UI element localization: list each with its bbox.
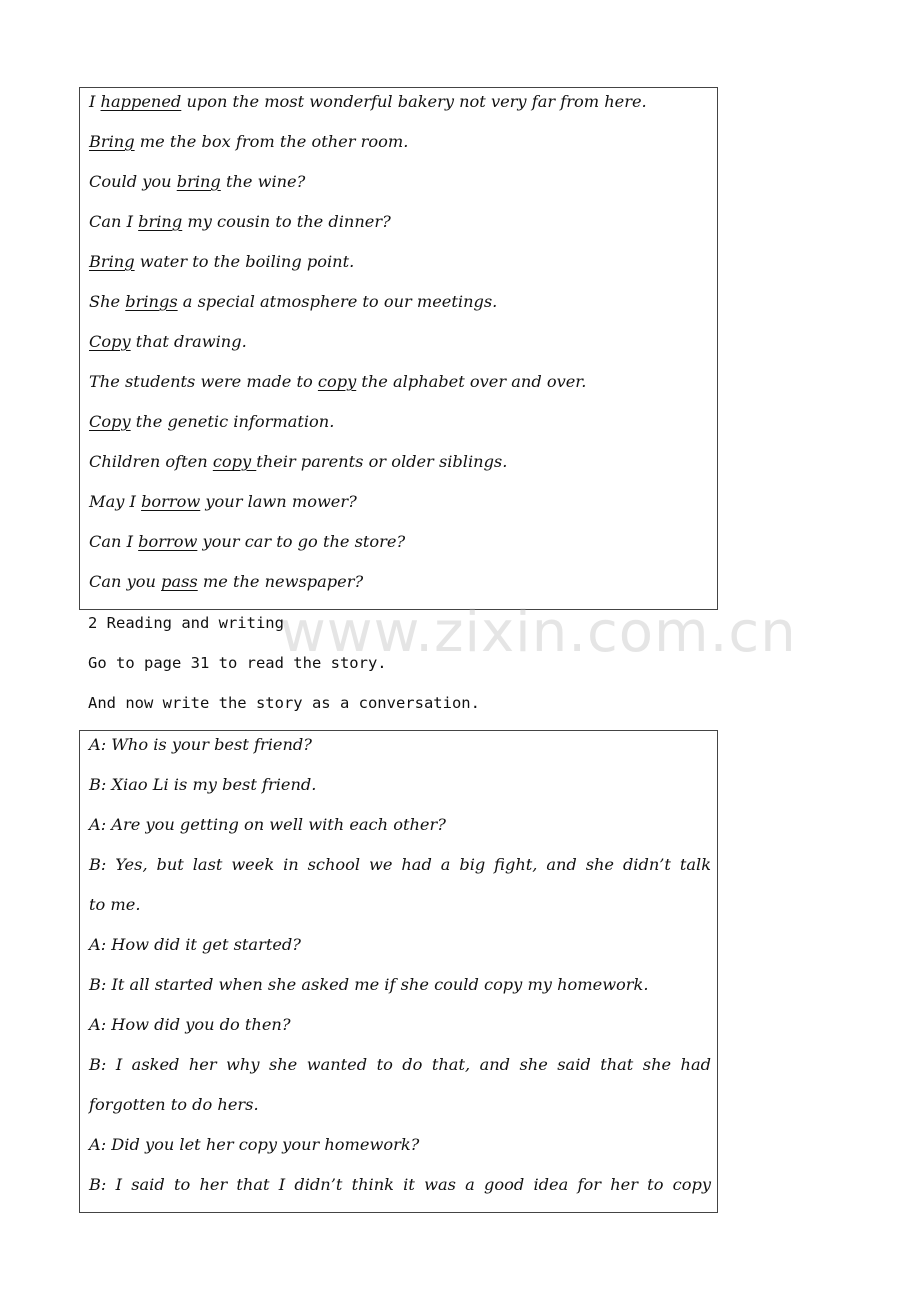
example-sentence (89, 252, 711, 272)
instruction-write: And now write the story as a conversation. (88, 694, 480, 712)
example-sentence (89, 452, 711, 472)
instruction-read: Go to page 31 to read the story. (88, 654, 387, 672)
example-sentence (89, 492, 711, 512)
conversation-line: B: I said to her that I didn’t think it was a good idea for her to copy (89, 1175, 711, 1194)
sentence-text: Could you (89, 172, 177, 191)
conversation-line: forgotten to do hers. (89, 1095, 259, 1114)
sentence-text: me the box from the other room. (134, 132, 409, 151)
underlined-verb: copy (317, 372, 357, 391)
example-sentence (89, 532, 711, 552)
underlined-verb: bring (176, 172, 221, 191)
section-heading: 2 Reading and writing (88, 614, 284, 632)
conversation-line: to me. (89, 895, 141, 914)
sentence-text: the alphabet over and over. (356, 372, 587, 391)
sentence-text: the wine? (220, 172, 306, 191)
conversation-line: A: Are you getting on well with each other? (89, 815, 446, 834)
sentence-text: I (89, 92, 101, 111)
example-sentence (89, 412, 711, 432)
underlined-verb: bring (138, 212, 183, 231)
sentence-text: that drawing. (130, 332, 247, 351)
underlined-verb: brings (125, 292, 178, 311)
sentence-text: She (89, 292, 126, 311)
conversation-line: B: Xiao Li is my best friend. (89, 775, 317, 794)
underlined-verb: copy (212, 452, 257, 471)
conversation-line: B: I asked her why she wanted to do that, and she said that she had (89, 1055, 711, 1074)
sentence-text: Children often (89, 452, 213, 471)
conversation-line: A: Who is your best friend? (89, 735, 312, 754)
example-sentences-box (79, 87, 718, 610)
sentence-text: The students were made to (89, 372, 318, 391)
sentence-text: Can you (89, 572, 162, 591)
example-sentence (89, 572, 711, 592)
sentence-text: their parents or older siblings. (256, 452, 508, 471)
conversation-line: A: How did you do then? (89, 1015, 291, 1034)
sentence-text: a special atmosphere to our meetings. (177, 292, 498, 311)
conversation-line: A: How did it get started? (89, 935, 301, 954)
underlined-verb: pass (161, 572, 198, 591)
sentence-text: upon the most wonderful bakery not very far from here. (181, 92, 647, 111)
sentence-text: your car to go the store? (197, 532, 406, 551)
example-sentence (89, 292, 711, 312)
example-sentence (89, 332, 711, 352)
conversation-line: B: It all started when she asked me if she could copy my homework. (89, 975, 649, 994)
conversation-line: A: Did you let her copy your homework? (89, 1135, 420, 1154)
sentence-text: your lawn mower? (200, 492, 357, 511)
sentence-text: my cousin to the dinner? (182, 212, 391, 231)
sentence-text: Can I (89, 532, 139, 551)
sentence-text: the genetic information. (130, 412, 335, 431)
sentence-text: Can I (89, 212, 139, 231)
watermark: www.zixin.com.cn (280, 600, 797, 665)
conversation-line: B: Yes, but last week in school we had a big fight, and she didn’t talk (89, 855, 711, 874)
sentence-text: May I (89, 492, 142, 511)
example-sentence (89, 132, 711, 152)
underlined-verb: borrow (138, 532, 198, 551)
underlined-verb: Copy (89, 412, 131, 431)
underlined-verb: Bring (89, 252, 135, 271)
sentence-text: water to the boiling point. (134, 252, 355, 271)
underlined-verb: borrow (141, 492, 201, 511)
conversation-box (79, 730, 718, 1213)
example-sentence (89, 172, 711, 192)
underlined-verb: Copy (89, 332, 131, 351)
example-sentence (89, 92, 711, 112)
sentence-text: me the newspaper? (197, 572, 364, 591)
underlined-verb: Bring (89, 132, 135, 151)
underlined-verb: happened (100, 92, 182, 111)
example-sentence (89, 372, 711, 392)
example-sentence (89, 212, 711, 232)
